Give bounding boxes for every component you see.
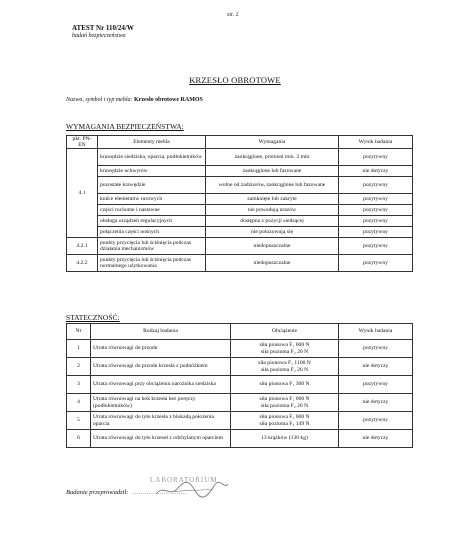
table-row xyxy=(67,255,413,272)
stability-load xyxy=(231,358,339,376)
table-row xyxy=(67,238,413,255)
safety-requirement: wolne od zadziorów, zaokrąglone lub fazowane xyxy=(206,177,339,194)
table-row xyxy=(67,177,413,194)
safety-element: krawędzie uchwytów xyxy=(98,166,206,177)
table-row xyxy=(67,149,413,166)
signature-dots: .......................... xyxy=(132,489,188,496)
safety-requirement: zamknięte lub zakryte xyxy=(206,194,339,205)
product-label: Nazwa, symbol i typ mebla: xyxy=(66,97,133,103)
table-row xyxy=(67,205,413,216)
load-line-1: siła pionowa F₁ 600 N xyxy=(259,414,310,421)
safety-result: pozytywny xyxy=(339,255,413,272)
safety-result: pozytywny xyxy=(339,238,413,255)
table-row xyxy=(67,216,413,227)
table-row xyxy=(67,340,413,358)
table-row xyxy=(67,376,413,394)
safety-requirement: zaokrąglone, promień min. 2 mm xyxy=(206,149,339,166)
stability-load xyxy=(231,340,339,358)
stability-nr: 3 xyxy=(67,376,91,394)
safety-result: pozytywny xyxy=(339,227,413,238)
table-row xyxy=(67,227,413,238)
stability-test: Utrata równowagi do tyłu krzeseł z odchylanym oparciem xyxy=(91,430,231,448)
product-name-line xyxy=(66,97,203,103)
load-line-1: siła pionowa F₁ 600 N xyxy=(259,342,310,349)
stability-test: Utrata równowagi przy obciążeniu narożnika siedziska xyxy=(91,376,231,394)
stability-result: pozytywny xyxy=(339,376,413,394)
stability-test: Utrata równowagi do przodu krzesła z podnóżkiem xyxy=(91,358,231,376)
stability-load xyxy=(231,394,339,412)
stability-test: Utrata równowagi do tyłu krzesła z blokadą położenia oparcia xyxy=(91,412,231,430)
stability-load xyxy=(231,412,339,430)
load-line-2: siła pozioma F₂ 20 N xyxy=(260,366,309,373)
stability-header-result: Wynik badania xyxy=(339,324,413,340)
signature-label: Badanie przeprowadził: xyxy=(66,489,129,496)
stability-result: nie dotyczy xyxy=(339,358,413,376)
safety-element: połączenia części nośnych xyxy=(98,227,206,238)
stability-test: Utrata równowagi na bok krzesła bez poręczy (podłokietników) xyxy=(91,394,231,412)
safety-header-req: Wymagania xyxy=(206,136,339,149)
safety-header-result: Wynik badania xyxy=(339,136,413,149)
load-line-1: siła pionowa F₁ 1100 N xyxy=(258,360,311,367)
stability-result: nie dotyczy xyxy=(339,394,413,412)
safety-requirement: dostępna z pozycji siedzącej xyxy=(206,216,339,227)
table-row xyxy=(67,358,413,376)
stability-result: pozytywny xyxy=(339,340,413,358)
stability-header-load: Obciążenie xyxy=(231,324,339,340)
stability-nr: 2 xyxy=(67,358,91,376)
safety-element: obsługa urządzeń regulacyjnych xyxy=(98,216,206,227)
document-title: KRZESŁO OBROTOWE xyxy=(189,75,281,85)
atest-subtitle: badań bezpieczeństwa xyxy=(72,33,126,39)
load-line-2: siła pozioma F₂ 20 N xyxy=(260,402,309,409)
table-row xyxy=(67,412,413,430)
stability-heading: STATECZNOŚĆ: xyxy=(66,313,120,322)
safety-result: pozytywny xyxy=(339,216,413,227)
safety-element: krawędzie siedziska, oparcia, podłokietników xyxy=(98,149,206,166)
safety-element: punkty przycięcia lub ściśnięcia podczas działania mechanizmów xyxy=(98,238,206,255)
safety-requirement: niedopuszczalne xyxy=(206,238,339,255)
safety-element: pozostałe krawędzie xyxy=(98,177,206,194)
load-line-1: siła pionowa F₁ 300 N xyxy=(259,381,310,388)
load-line-2: siła pozioma F₂ 20 N xyxy=(260,348,309,355)
stability-load xyxy=(231,430,339,448)
safety-result: pozytywny xyxy=(339,205,413,216)
safety-header-element: Elementy mebla xyxy=(98,136,206,149)
safety-heading: WYMAGANIA BEZPIECZEŃSTWA: xyxy=(66,122,184,131)
stability-header-nr: Nr xyxy=(67,324,91,340)
stability-nr: 5 xyxy=(67,412,91,430)
stability-table xyxy=(66,323,413,448)
safety-result: nie dotyczy xyxy=(339,166,413,177)
stability-result: pozytywny xyxy=(339,412,413,430)
safety-element: punkty przycięcia lub ściśnięcia podczas normalnego użytkowania xyxy=(98,255,206,272)
stability-result: nie dotyczy xyxy=(339,430,413,448)
safety-header-pkt: pkt. PN-EN xyxy=(67,136,98,149)
safety-requirement: niedopuszczalne xyxy=(206,255,339,272)
laboratory-stamp: LABORATORIUM xyxy=(150,476,218,484)
safety-requirement: zaokrąglone lub fazowane xyxy=(206,166,339,177)
page-number: str. 2 xyxy=(227,12,239,18)
safety-table xyxy=(66,135,413,272)
table-row xyxy=(67,394,413,412)
stability-header-test: Rodzaj badania xyxy=(91,324,231,340)
table-row xyxy=(67,166,413,177)
safety-result: pozytywny xyxy=(339,149,413,166)
safety-requirement: nie poluzowują się xyxy=(206,227,339,238)
table-row xyxy=(67,430,413,448)
safety-result: pozytywny xyxy=(339,194,413,205)
load-line-2: siła pozioma F₂ 149 N xyxy=(259,420,310,427)
safety-result: pozytywny xyxy=(339,177,413,194)
stability-load xyxy=(231,376,339,394)
safety-requirement: nie powodują urazów xyxy=(206,205,339,216)
product-value: Krzesło obrotowe RAMOS xyxy=(134,97,203,103)
safety-pkt: 4.2.1 xyxy=(67,238,98,255)
load-line-1: 13 krążków (130 kg) xyxy=(261,435,308,442)
atest-title: ATEST Nr 110/24/W xyxy=(72,24,134,32)
safety-pkt-4-1: 4.1 xyxy=(67,149,98,238)
table-row xyxy=(67,194,413,205)
safety-element: części ruchome i nastawne xyxy=(98,205,206,216)
stability-nr: 4 xyxy=(67,394,91,412)
load-line-1: siła pionowa F₁ 600 N xyxy=(259,396,310,403)
stability-nr: 6 xyxy=(67,430,91,448)
stability-nr: 1 xyxy=(67,340,91,358)
safety-element: końce elementów rurowych xyxy=(98,194,206,205)
safety-pkt: 4.2.2 xyxy=(67,255,98,272)
stability-test: Utrata równowagi do przodu xyxy=(91,340,231,358)
